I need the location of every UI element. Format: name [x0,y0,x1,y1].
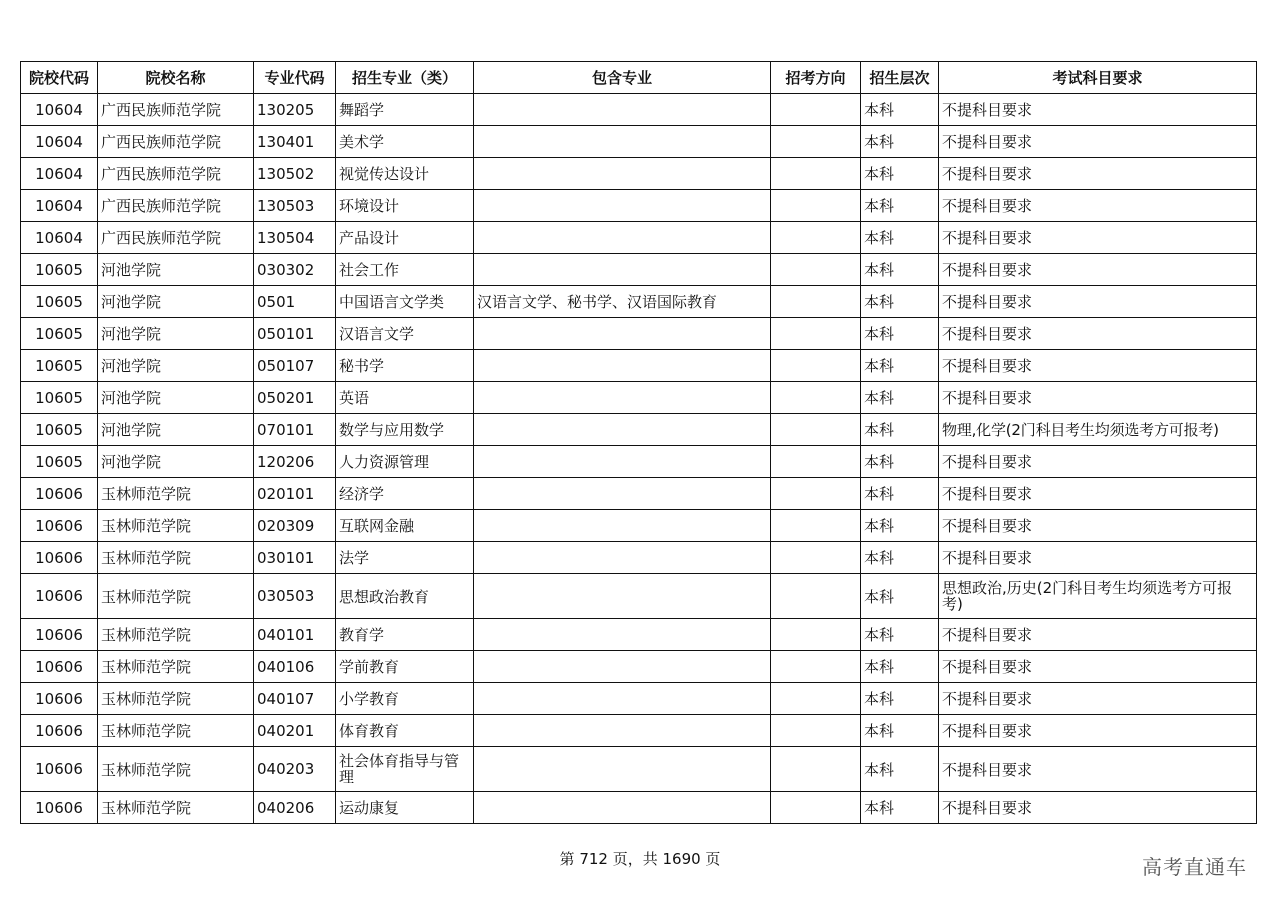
cell-major-name: 中国语言文学类 [336,286,474,318]
cell-level: 本科 [861,747,939,792]
cell-major-code: 030503 [254,574,336,619]
cell-level: 本科 [861,222,939,254]
cell-major-name: 美术学 [336,126,474,158]
cell-major-name: 人力资源管理 [336,446,474,478]
header-level: 招生层次 [861,62,939,94]
table-row [21,222,1257,254]
cell-school-name: 玉林师范学院 [98,715,254,747]
cell-direction [771,715,861,747]
cell-included-majors [474,510,771,542]
cell-level: 本科 [861,651,939,683]
cell-direction [771,382,861,414]
cell-subject-requirement: 不提科目要求 [939,747,1257,792]
cell-major-name: 秘书学 [336,350,474,382]
cell-major-code: 030302 [254,254,336,286]
cell-school-code: 10606 [21,683,98,715]
cell-level: 本科 [861,715,939,747]
cell-level: 本科 [861,478,939,510]
cell-included-majors [474,350,771,382]
cell-major-name: 学前教育 [336,651,474,683]
cell-subject-requirement: 不提科目要求 [939,190,1257,222]
cell-school-code: 10604 [21,94,98,126]
cell-major-name: 产品设计 [336,222,474,254]
cell-school-name: 玉林师范学院 [98,651,254,683]
table-row [21,382,1257,414]
cell-subject-requirement: 不提科目要求 [939,222,1257,254]
table-row [21,414,1257,446]
cell-direction [771,683,861,715]
cell-direction [771,619,861,651]
cell-included-majors [474,126,771,158]
cell-direction [771,190,861,222]
cell-included-majors [474,158,771,190]
table-header [21,62,1257,94]
cell-school-name: 河池学院 [98,286,254,318]
cell-major-code: 130401 [254,126,336,158]
cell-direction [771,792,861,824]
cell-school-code: 10606 [21,510,98,542]
cell-school-name: 玉林师范学院 [98,683,254,715]
cell-level: 本科 [861,542,939,574]
cell-included-majors [474,747,771,792]
cell-major-name: 视觉传达设计 [336,158,474,190]
cell-school-name: 玉林师范学院 [98,574,254,619]
cell-major-code: 020309 [254,510,336,542]
table-row [21,715,1257,747]
cell-school-name: 玉林师范学院 [98,747,254,792]
cell-school-code: 10604 [21,158,98,190]
cell-major-code: 070101 [254,414,336,446]
cell-school-code: 10605 [21,382,98,414]
cell-school-code: 10605 [21,254,98,286]
cell-school-name: 玉林师范学院 [98,478,254,510]
cell-subject-requirement: 不提科目要求 [939,510,1257,542]
cell-major-code: 040107 [254,683,336,715]
cell-school-code: 10605 [21,286,98,318]
cell-subject-requirement: 不提科目要求 [939,158,1257,190]
cell-school-code: 10604 [21,222,98,254]
cell-major-code: 130503 [254,190,336,222]
table-row [21,318,1257,350]
cell-school-code: 10606 [21,478,98,510]
cell-major-name: 互联网金融 [336,510,474,542]
cell-included-majors [474,446,771,478]
cell-major-code: 040203 [254,747,336,792]
cell-subject-requirement: 不提科目要求 [939,350,1257,382]
cell-included-majors [474,254,771,286]
cell-level: 本科 [861,446,939,478]
cell-school-name: 河池学院 [98,382,254,414]
cell-major-name: 英语 [336,382,474,414]
cell-major-code: 120206 [254,446,336,478]
cell-direction [771,94,861,126]
cell-school-code: 10606 [21,651,98,683]
table-row [21,254,1257,286]
cell-subject-requirement: 思想政治,历史(2门科目考生均须选考方可报考) [939,574,1257,619]
cell-subject-requirement: 不提科目要求 [939,792,1257,824]
page-number: 第 712 页，共 1690 页 [559,850,721,868]
cell-school-name: 广西民族师范学院 [98,158,254,190]
cell-major-code: 050107 [254,350,336,382]
cell-level: 本科 [861,792,939,824]
cell-included-majors [474,542,771,574]
cell-major-name: 经济学 [336,478,474,510]
cell-major-name: 环境设计 [336,190,474,222]
header-major: 招生专业（类） [336,62,474,94]
cell-included-majors [474,651,771,683]
header-included-majors: 包含专业 [474,62,771,94]
cell-major-code: 030101 [254,542,336,574]
cell-subject-requirement: 不提科目要求 [939,715,1257,747]
cell-school-name: 河池学院 [98,318,254,350]
cell-major-name: 数学与应用数学 [336,414,474,446]
cell-major-name: 社会体育指导与管理 [336,747,474,792]
cell-major-code: 050101 [254,318,336,350]
cell-included-majors [474,382,771,414]
table-row [21,446,1257,478]
table-row [21,619,1257,651]
cell-included-majors [474,792,771,824]
table-row [21,126,1257,158]
cell-direction [771,574,861,619]
cell-major-code: 130504 [254,222,336,254]
cell-school-name: 河池学院 [98,446,254,478]
cell-major-name: 体育教育 [336,715,474,747]
cell-direction [771,158,861,190]
cell-level: 本科 [861,190,939,222]
cell-subject-requirement: 不提科目要求 [939,478,1257,510]
cell-subject-requirement: 不提科目要求 [939,318,1257,350]
cell-major-code: 050201 [254,382,336,414]
cell-direction [771,542,861,574]
cell-included-majors [474,414,771,446]
cell-subject-requirement: 不提科目要求 [939,446,1257,478]
header-school-name: 院校名称 [98,62,254,94]
cell-school-code: 10606 [21,792,98,824]
table-row [21,574,1257,619]
cell-level: 本科 [861,350,939,382]
header-subject-requirement: 考试科目要求 [939,62,1257,94]
cell-school-code: 10606 [21,715,98,747]
cell-school-name: 玉林师范学院 [98,542,254,574]
cell-direction [771,414,861,446]
cell-subject-requirement: 物理,化学(2门科目考生均须选考方可报考) [939,414,1257,446]
cell-major-code: 040206 [254,792,336,824]
table-row [21,747,1257,792]
cell-major-code: 130205 [254,94,336,126]
header-school-code: 院校代码 [21,62,98,94]
cell-subject-requirement: 不提科目要求 [939,94,1257,126]
table-row [21,542,1257,574]
cell-subject-requirement: 不提科目要求 [939,382,1257,414]
cell-major-name: 舞蹈学 [336,94,474,126]
cell-included-majors [474,222,771,254]
cell-major-name: 思想政治教育 [336,574,474,619]
table-row [21,651,1257,683]
table-row [21,286,1257,318]
cell-major-code: 020101 [254,478,336,510]
table-row [21,94,1257,126]
cell-school-name: 玉林师范学院 [98,792,254,824]
cell-major-code: 040101 [254,619,336,651]
cell-included-majors [474,715,771,747]
cell-school-code: 10604 [21,126,98,158]
cell-level: 本科 [861,158,939,190]
cell-included-majors [474,478,771,510]
cell-direction [771,747,861,792]
cell-major-name: 教育学 [336,619,474,651]
cell-school-name: 广西民族师范学院 [98,222,254,254]
cell-school-name: 玉林师范学院 [98,619,254,651]
cell-included-majors [474,683,771,715]
cell-school-code: 10606 [21,619,98,651]
cell-school-name: 广西民族师范学院 [98,190,254,222]
table-row [21,190,1257,222]
cell-school-name: 河池学院 [98,350,254,382]
cell-level: 本科 [861,619,939,651]
cell-included-majors [474,619,771,651]
cell-subject-requirement: 不提科目要求 [939,254,1257,286]
cell-included-majors [474,94,771,126]
cell-level: 本科 [861,683,939,715]
table-body [21,94,1257,824]
cell-school-name: 广西民族师范学院 [98,126,254,158]
cell-level: 本科 [861,286,939,318]
cell-direction [771,254,861,286]
table-row [21,792,1257,824]
cell-included-majors [474,190,771,222]
cell-subject-requirement: 不提科目要求 [939,619,1257,651]
cell-subject-requirement: 不提科目要求 [939,683,1257,715]
cell-included-majors [474,574,771,619]
cell-major-name: 社会工作 [336,254,474,286]
cell-level: 本科 [861,94,939,126]
table-row [21,158,1257,190]
cell-subject-requirement: 不提科目要求 [939,651,1257,683]
table-row [21,510,1257,542]
cell-included-majors [474,318,771,350]
cell-included-majors: 汉语言文学、秘书学、汉语国际教育 [474,286,771,318]
cell-subject-requirement: 不提科目要求 [939,286,1257,318]
cell-level: 本科 [861,382,939,414]
table-row [21,350,1257,382]
cell-level: 本科 [861,318,939,350]
watermark: 高考直通车 [1142,855,1247,879]
header-direction: 招考方向 [771,62,861,94]
cell-level: 本科 [861,126,939,158]
cell-school-name: 广西民族师范学院 [98,94,254,126]
cell-direction [771,446,861,478]
cell-major-code: 040106 [254,651,336,683]
cell-direction [771,126,861,158]
cell-school-code: 10605 [21,446,98,478]
cell-subject-requirement: 不提科目要求 [939,126,1257,158]
cell-major-name: 运动康复 [336,792,474,824]
cell-direction [771,318,861,350]
cell-subject-requirement: 不提科目要求 [939,542,1257,574]
cell-level: 本科 [861,414,939,446]
cell-school-name: 玉林师范学院 [98,510,254,542]
cell-direction [771,510,861,542]
cell-direction [771,651,861,683]
admission-table [20,61,1257,824]
cell-school-name: 河池学院 [98,414,254,446]
cell-direction [771,286,861,318]
cell-level: 本科 [861,510,939,542]
cell-school-code: 10605 [21,318,98,350]
cell-school-code: 10606 [21,542,98,574]
header-row [21,62,1257,94]
cell-major-name: 汉语言文学 [336,318,474,350]
cell-school-code: 10605 [21,350,98,382]
cell-major-code: 130502 [254,158,336,190]
cell-direction [771,222,861,254]
cell-major-name: 小学教育 [336,683,474,715]
cell-school-code: 10606 [21,574,98,619]
cell-school-name: 河池学院 [98,254,254,286]
cell-direction [771,350,861,382]
cell-direction [771,478,861,510]
table-row [21,683,1257,715]
cell-major-code: 0501 [254,286,336,318]
header-major-code: 专业代码 [254,62,336,94]
cell-major-code: 040201 [254,715,336,747]
cell-major-name: 法学 [336,542,474,574]
cell-level: 本科 [861,574,939,619]
table-row [21,478,1257,510]
cell-school-code: 10604 [21,190,98,222]
cell-school-code: 10605 [21,414,98,446]
cell-level: 本科 [861,254,939,286]
cell-school-code: 10606 [21,747,98,792]
